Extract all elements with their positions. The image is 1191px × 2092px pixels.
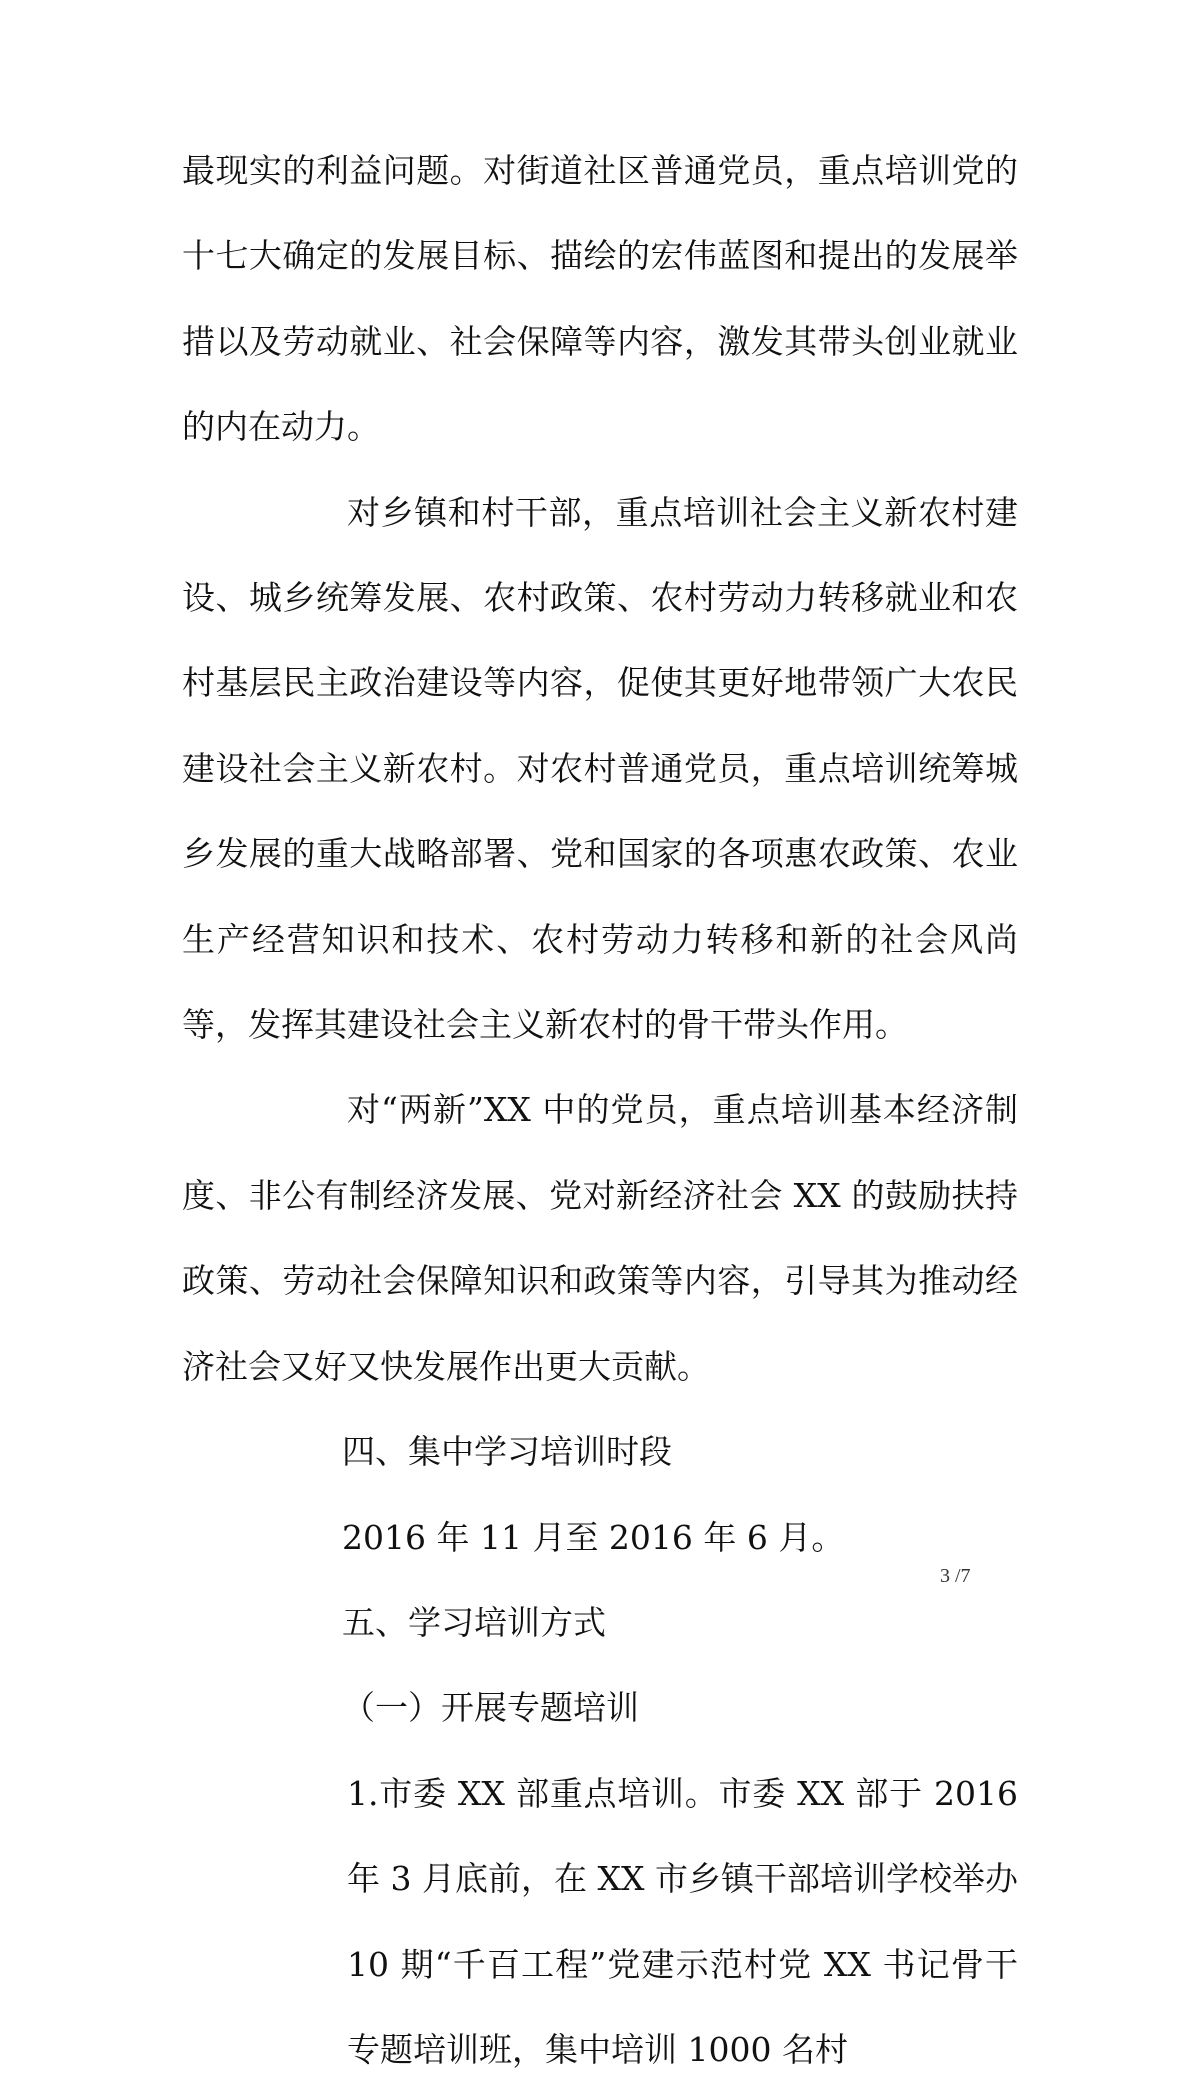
paragraph-key-training: 1.市委 XX 部重点培训。市委 XX 部于 2016 年 3 月底前，在 XX 市乡镇干部培训学校举办 10 期“千百工程”党建示范村党 XX 书记骨干专题培训班，集中培训 1000 名村 bbox=[347, 1773, 1018, 2069]
paragraph-village-cadres: 对乡镇和村干部，重点培训社会主义新农村建设、城乡统筹发展、农村政策、农村劳动力转移就业和农村基层民主政治建设等内容，促使其更好地带领广大农民建设社会主义新农村。对农村普通党员，重点培训统筹城乡发展的重大战略部署、党和国家的各项惠农政策、农业生产经营知识和技术、农村劳动力转移和新的社会风尚等，发挥其建设社会主义新农村的骨干带头作用。 bbox=[182, 492, 1018, 1045]
paragraph-community-members: 最现实的利益问题。对街道社区普通党员，重点培训党的十七大确定的发展目标、描绘的宏伟蓝图和提出的发展举措以及劳动就业、社会保障等内容，激发其带头创业就业的内在动力。 bbox=[182, 151, 1018, 447]
subheading-special-training: （一）开展专题培训 bbox=[342, 1688, 639, 1728]
paragraph-two-new-organizations: 对“两新”XX 中的党员，重点培训基本经济制度、非公有制经济发展、党对新经济社会 XX 的鼓励扶持政策、劳动社会保障知识和政策等内容，引导其为推动经济社会又好又快发展作出更大贡献。 bbox=[182, 1090, 1018, 1386]
training-period-dates: 2016 年 11 月至 2016 年 6 月。 bbox=[342, 1517, 845, 1557]
section-heading-training-period: 四、集中学习培训时段 bbox=[342, 1432, 672, 1472]
section-heading-training-methods: 五、学习培训方式 bbox=[342, 1602, 606, 1642]
page-number: 3 /7 bbox=[940, 1565, 971, 1587]
document-body bbox=[182, 128, 1018, 2092]
